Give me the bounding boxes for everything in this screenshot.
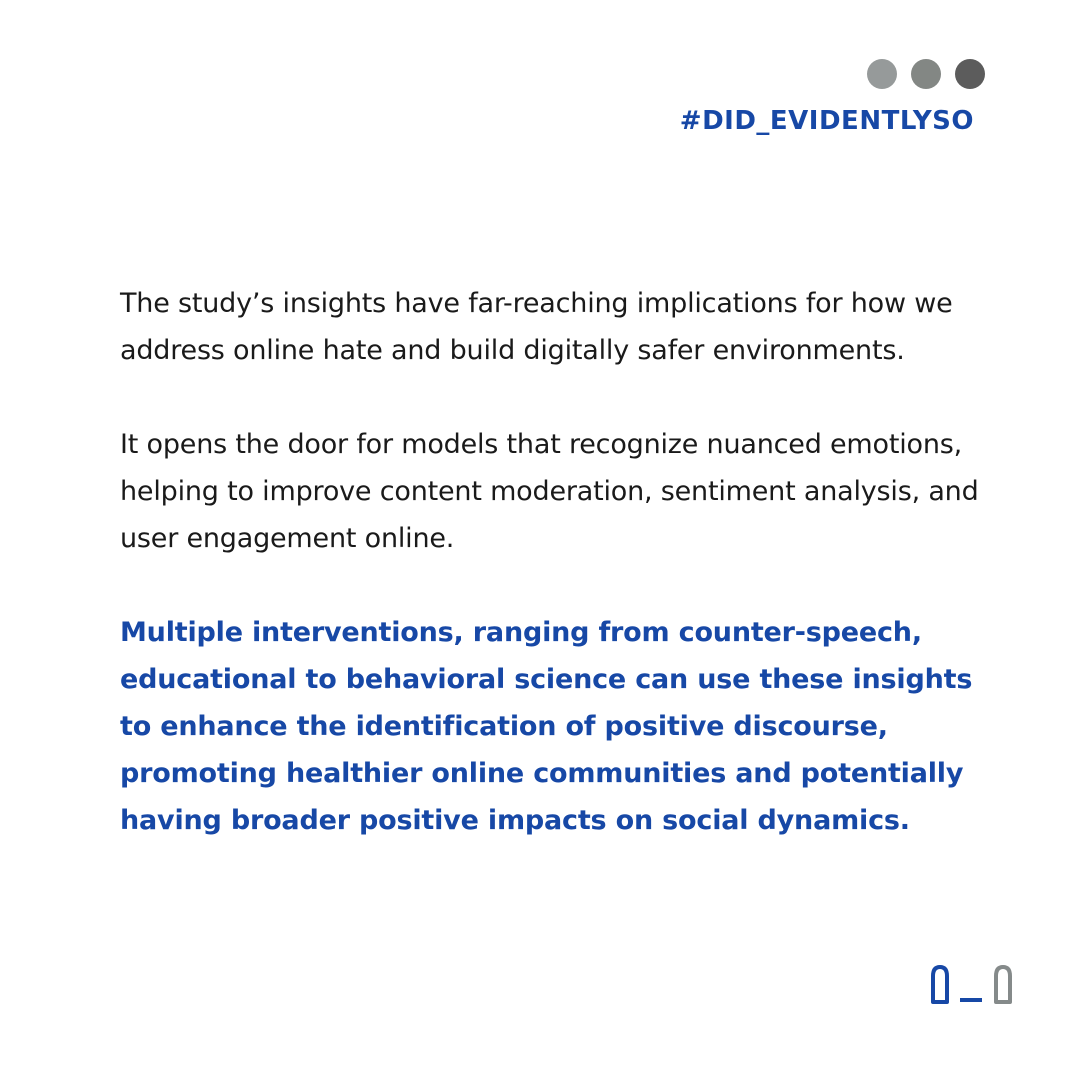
logo-left-arch	[933, 967, 947, 1002]
pagination-dots	[867, 59, 985, 89]
logo-underscore	[960, 998, 982, 1002]
body-text	[120, 280, 1000, 891]
paragraph-implications: The study’s insights have far-reaching implications for how we address online hate and build digitally safer environments.	[120, 288, 953, 366]
pagination-dot-3	[955, 59, 985, 89]
brand-logo-icon	[929, 964, 1015, 1004]
paragraph-interventions: Multiple interventions, ranging from counter-speech, educational to behavioral science can use these insights to enhance the identification of positive discourse, promoting healthier online communities and potentially having broader positive impacts on social dynamics.	[120, 617, 973, 836]
pagination-dot-2	[911, 59, 941, 89]
pagination-dot-1	[867, 59, 897, 89]
paragraph-models: It opens the door for models that recognize nuanced emotions, helping to improve content moderation, sentiment analysis, and user engagement online.	[120, 429, 979, 554]
hashtag-label: #DID_EVIDENTLYSO	[679, 106, 974, 136]
logo-right-arch	[996, 967, 1010, 1002]
